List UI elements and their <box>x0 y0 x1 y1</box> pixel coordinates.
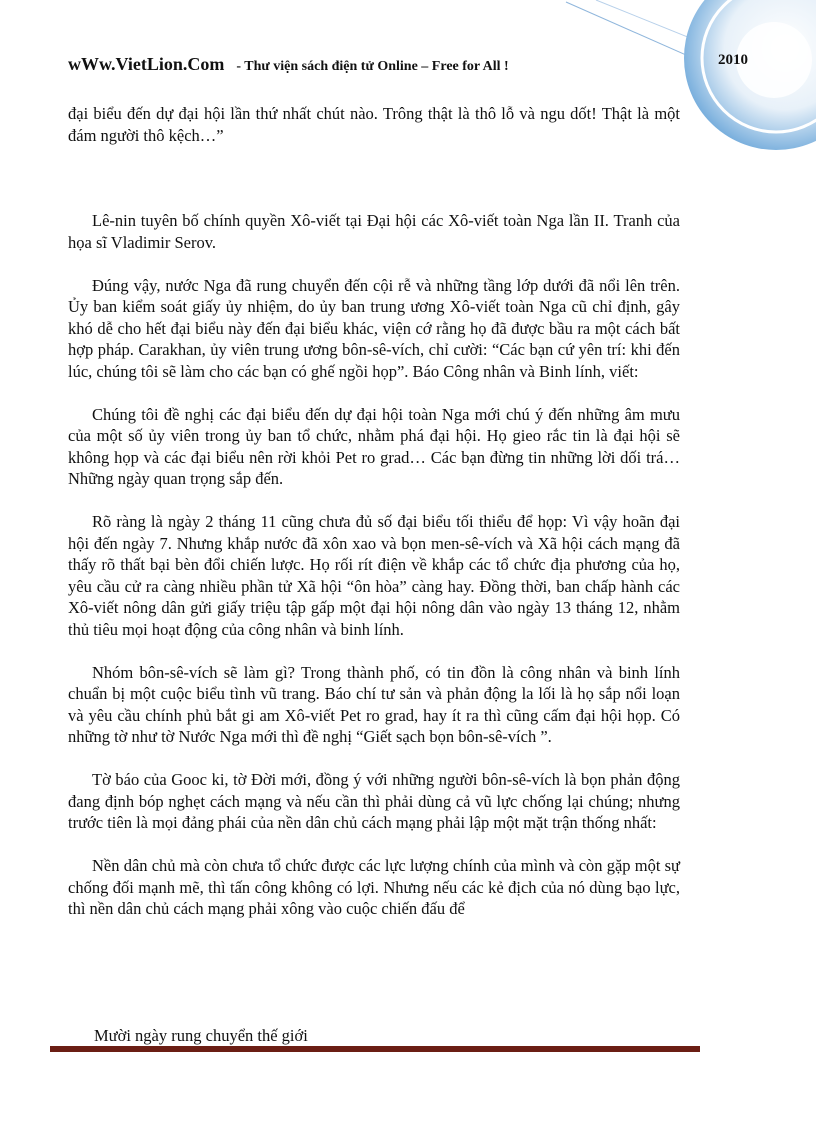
site-name: wWw.VietLion.Com <box>68 54 225 74</box>
paragraph: Nhóm bôn-sê-vích sẽ làm gì? Trong thành phố, có tin đồn là công nhân và binh lính chuẩn bị một cuộc biểu tình vũ trang. Báo chí tư sản và phản động la lối là họ sắp nổi loạn và yêu cầu chính phủ bắt gi am Xô-viết Pet ro grad, hay ít ra thì cũng cấm đại hội họp. Có những tờ như tờ Nước Nga mới thì đề nghị “Giết sạch bọn bôn-sê-vích ”. <box>68 662 680 746</box>
page-header <box>68 54 509 75</box>
page-body <box>68 103 680 941</box>
paragraph: Rõ ràng là ngày 2 tháng 11 cũng chưa đủ số đại biểu tối thiểu để họp: Vì vậy hoãn đại hội đến ngày 7. Nhưng khắp nước đã xôn xao và bọn men-sê-vích và Xã hội cách mạng đã thấy rõ thất bại bèn đổi chiến lược. Họ rối rít điện về khắp các tổ chức địa phương của họ, yêu cầu cử ra càng nhiều phần tử Xã hội “ôn hòa” càng hay. Đồng thời, ban chấp hành các Xô-viết nông dân gửi giấy triệu tập gấp một đại hội nông dân vào ngày 13 tháng 12, nhằm thủ tiêu mọi hoạt động của công nhân và binh lính. <box>68 512 680 639</box>
footer-rule <box>50 1046 700 1052</box>
paragraph: Đúng vậy, nước Nga đã rung chuyển đến cội rễ và những tầng lớp dưới đã nổi lên trên. Ủy ban kiểm soát giấy ủy nhiệm, do ủy ban trung ương Xô-viết toàn Nga cũ chỉ định, gây khó dễ cho hết đại biểu này đến đại biểu khác, viện cớ rằng họ đã được bầu ra một cách bất hợp pháp. Carakhan, ủy viên trung ương bôn-sê-vích, chỉ cười: “Các bạn cứ yên trí: khi đến lúc, chúng tôi sẽ làm cho các bạn có ghế ngồi họp”. Báo Công nhân và Binh lính, viết: <box>68 275 680 381</box>
year-label: 2010 <box>718 52 748 68</box>
image-caption: Lê-nin tuyên bố chính quyền Xô-viết tại Đại hội các Xô-viết toàn Nga lần II. Tranh của họa sĩ Vladimir Serov. <box>68 211 680 252</box>
quote-paragraph: Chúng tôi đề nghị các đại biểu đến dự đại hội toàn Nga mới chú ý đến những âm mưu của một số ủy viên trong ủy ban tổ chức, nhằm phá đại hội. Họ gieo rắc tin là đại hội sẽ không họp và các đại biểu nên rời khỏi Pet ro grad… Các bạn đừng tin những lời dối trá… Những ngày quan trọng sắp đến. <box>68 404 680 488</box>
quote-paragraph: Nền dân chủ mà còn chưa tổ chức được các lực lượng chính của mình và còn gặp một sự chống đối mạnh mẽ, thì tấn công không có lợi. Nhưng nếu các kẻ địch của nó dùng bạo lực, thì nền dân chủ cách mạng phải xông vào cuộc chiến đấu để <box>68 856 680 918</box>
footer-book-title: Mười ngày rung chuyển thế giới <box>94 1026 308 1045</box>
paragraph: Tờ báo của Gooc ki, tờ Đời mới, đồng ý với những người bôn-sê-vích là bọn phản động đang định bóp nghẹt cách mạng và nếu cần thì phải dùng cả vũ lực chống lại chúng; nhưng trước tiên là mọi đảng phái của nền dân chủ cách mạng phải lập một mặt trận thống nhất: <box>68 770 680 832</box>
paragraph: đại biểu đến dự đại hội lần thứ nhất chút nào. Trông thật là thô lỗ và ngu dốt! Thật là một đám người thô kệch…” <box>68 104 680 145</box>
site-tagline: - Thư viện sách điện tử Online – Free for All ! <box>236 59 509 74</box>
